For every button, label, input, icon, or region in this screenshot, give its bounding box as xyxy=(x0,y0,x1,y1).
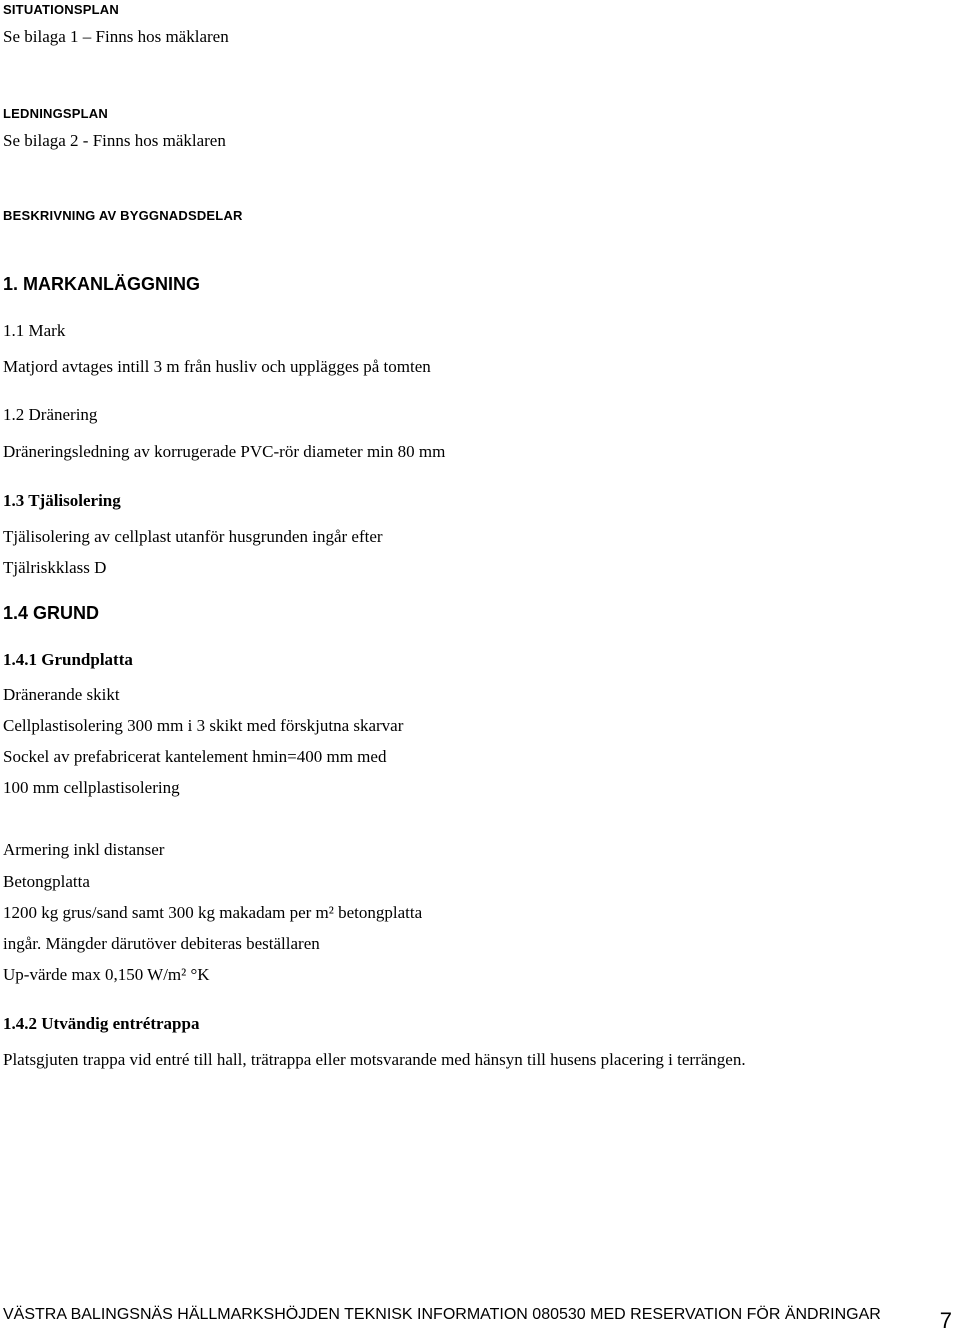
tjalisolering-line2: Tjälriskklass D xyxy=(3,558,107,577)
situationsplan-text: Se bilaga 1 – Finns hos mäklaren xyxy=(3,27,229,46)
entretrappa-heading: 1.4.2 Utvändig entrétrappa xyxy=(3,1014,200,1033)
grund-title: 1.4 GRUND xyxy=(3,603,100,623)
grundplatta-line: Dränerande skikt xyxy=(3,685,120,704)
grundplatta-line: Cellplastisolering 300 mm i 3 skikt med förskjutna skarvar xyxy=(3,716,404,735)
tjalisolering-line1: Tjälisolering av cellplast utanför husgrunden ingår efter xyxy=(3,527,383,546)
page-number: 7 xyxy=(939,1308,952,1333)
beskrivning-title: BESKRIVNING AV BYGGNADSDELAR xyxy=(3,208,243,223)
mark-text: Matjord avtages intill 3 m från husliv och upplägges på tomten xyxy=(3,357,431,376)
dranering-text: Dräneringsledning av korrugerade PVC-rör diameter min 80 mm xyxy=(3,442,446,461)
grundplatta-line: 1200 kg grus/sand samt 300 kg makadam per m² betongplatta xyxy=(3,903,423,922)
markanlaggning-title: 1. MARKANLÄGGNING xyxy=(3,274,200,294)
grundplatta-heading: 1.4.1 Grundplatta xyxy=(3,650,133,669)
page-footer: VÄSTRA BALINGSNÄS HÄLLMARKSHÖJDEN TEKNISK INFORMATION 080530 MED RESERVATION FÖR ÄNDRINGAR xyxy=(3,1306,881,1323)
dranering-heading: 1.2 Dränering xyxy=(3,405,98,424)
grundplatta-line: Up-värde max 0,150 W/m² °K xyxy=(3,965,210,984)
grundplatta-line: Sockel av prefabricerat kantelement hmin=400 mm med xyxy=(3,747,387,766)
grundplatta-line: 100 mm cellplastisolering xyxy=(3,778,180,797)
entretrappa-text: Platsgjuten trappa vid entré till hall, trätrappa eller motsvarande med hänsyn till husens placering i terrängen. xyxy=(3,1050,746,1069)
tjalisolering-heading: 1.3 Tjälisolering xyxy=(3,491,121,510)
grundplatta-line: Betongplatta xyxy=(3,872,90,891)
grundplatta-line: Armering inkl distanser xyxy=(3,840,165,859)
ledningsplan-title: LEDNINGSPLAN xyxy=(3,106,108,121)
situationsplan-title: SITUATIONSPLAN xyxy=(3,2,119,17)
grundplatta-line: ingår. Mängder därutöver debiteras beställaren xyxy=(3,934,320,953)
mark-heading: 1.1 Mark xyxy=(3,321,66,340)
ledningsplan-text: Se bilaga 2 - Finns hos mäklaren xyxy=(3,131,226,150)
